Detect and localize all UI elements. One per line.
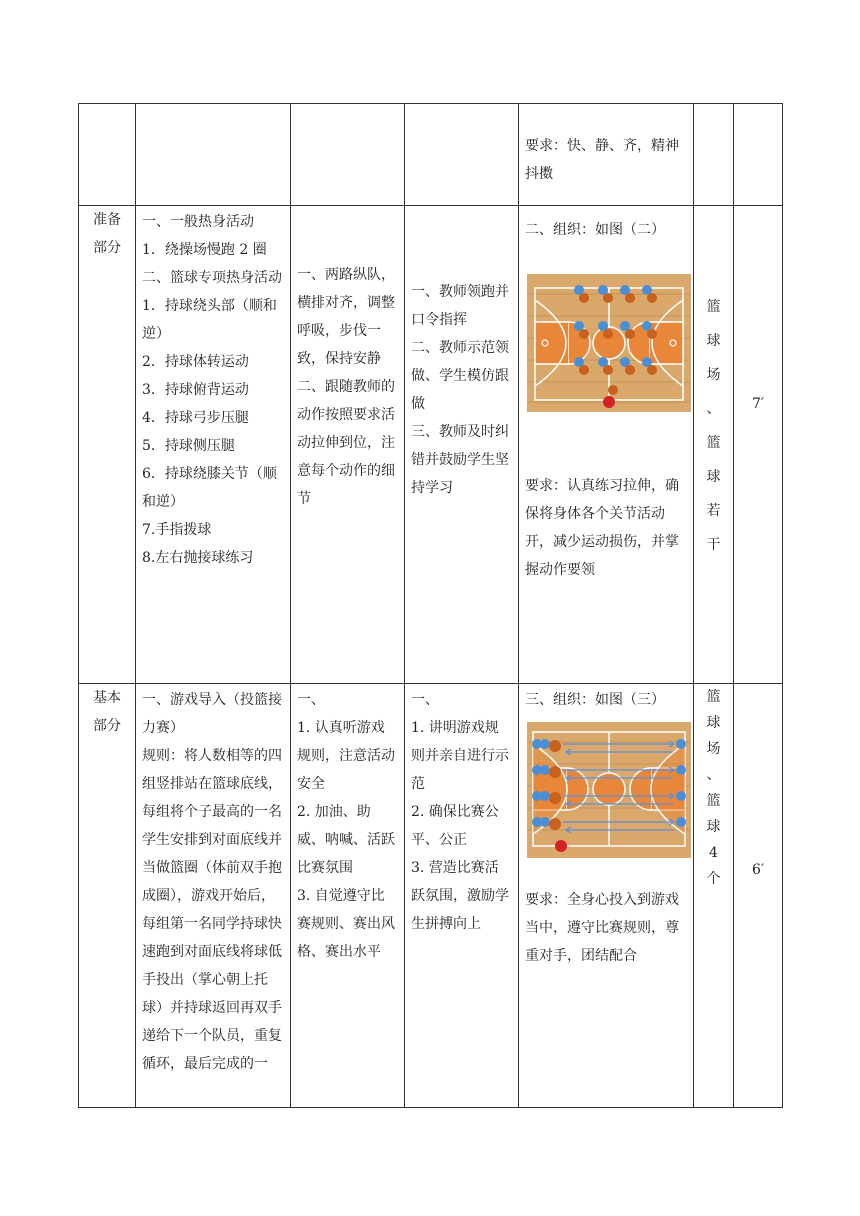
equipment-cell: 篮 球 场 、 篮 球 4 个 bbox=[694, 684, 734, 1108]
content-line: 4．持球弓步压腿 bbox=[142, 410, 249, 426]
requirement-text: 要求：认真练习拉伸，确保将身体各个关节活动开，减少运动损伤，并掌握动作要领 bbox=[525, 478, 679, 578]
content-line: 5．持球侧压腿 bbox=[142, 438, 235, 454]
organization-cell bbox=[519, 104, 694, 206]
teacher-cell bbox=[405, 104, 519, 206]
content-line: 一、一般热身活动 bbox=[142, 214, 254, 230]
lesson-plan-table bbox=[78, 103, 783, 1108]
teacher-line: 二、教师示范领做、学生模仿跟做 bbox=[411, 340, 509, 412]
student-line: 一、 bbox=[297, 692, 325, 708]
content-line: 7.手指拨球 bbox=[142, 522, 212, 538]
content-line: 8.左右抛接球练习 bbox=[142, 550, 254, 566]
teacher-line: 一、教师领跑并口令指挥 bbox=[411, 284, 509, 328]
student-line: 1. 认真听游戏规则，注意活动安全 bbox=[297, 720, 395, 792]
requirement-text: 要求：快、静、齐，精神抖擞 bbox=[525, 138, 679, 182]
student-line: 2. 加油、助威、呐喊、活跃比赛氛围 bbox=[297, 804, 395, 876]
content-line: 规则：将人数相等的四组竖排站在篮球底线，每组将个子最高的一名学生安排到对面底线并当做篮圈（体前双手抱成圈），游戏开始后，每组第一名同学持球快速跑到对面底线将球低手投出（掌心朝上托球）并持球返回再双手递给下一个队员，重复循环，最后完成的一 bbox=[142, 748, 282, 1072]
equipment-cell: 篮 球 场 、 篮 球 若 干 bbox=[694, 206, 734, 684]
content-line: 1．持球绕头部（顺和逆） bbox=[142, 298, 277, 342]
content-line: 一、游戏导入（投篮接力赛） bbox=[142, 692, 282, 736]
table-row bbox=[79, 104, 783, 206]
student-cell bbox=[291, 684, 405, 1108]
content-cell bbox=[136, 206, 291, 684]
part-cell bbox=[79, 104, 136, 206]
requirement-text: 要求：全身心投入到游戏当中，遵守比赛规则，尊重对手，团结配合 bbox=[525, 892, 679, 964]
teacher-line: 三、教师及时纠错并鼓励学生坚持学习 bbox=[411, 424, 509, 496]
content-cell bbox=[136, 684, 291, 1108]
time-cell: 7′ bbox=[734, 206, 783, 684]
court-diagram-two bbox=[527, 274, 691, 412]
teacher-cell bbox=[405, 206, 519, 684]
teacher-cell bbox=[405, 684, 519, 1108]
part-cell: 基本 部分 bbox=[79, 684, 136, 1108]
table-row bbox=[79, 684, 783, 1108]
table-row bbox=[79, 206, 783, 684]
content-cell bbox=[136, 104, 291, 206]
content-line: 二、篮球专项热身活动 bbox=[142, 270, 282, 286]
organization-cell bbox=[519, 684, 694, 1108]
teacher-line: 2. 确保比赛公平、公正 bbox=[411, 804, 499, 848]
part-cell: 准备 部分 bbox=[79, 206, 136, 684]
student-cell bbox=[291, 206, 405, 684]
equipment-cell bbox=[694, 104, 734, 206]
organization-cell bbox=[519, 206, 694, 684]
organization-title: 三、组织：如图（三） bbox=[525, 692, 665, 708]
teacher-line: 一、 bbox=[411, 692, 439, 708]
content-line: 1．绕操场慢跑 2 圈 bbox=[142, 242, 267, 258]
court-diagram-three bbox=[527, 722, 691, 858]
student-line: 3. 自觉遵守比赛规则、赛出风格、赛出水平 bbox=[297, 888, 395, 960]
student-line: 二、跟随教师的动作按照要求活动拉伸到位，注意每个动作的细节 bbox=[297, 379, 395, 507]
teacher-line: 1. 讲明游戏规则并亲自进行示范 bbox=[411, 720, 509, 792]
student-cell bbox=[291, 104, 405, 206]
organization-title: 二、组织：如图（二） bbox=[525, 222, 665, 238]
student-line: 一、两路纵队，横排对齐，调整呼吸，步伐一致，保持安静 bbox=[297, 267, 395, 367]
content-line: 6．持球绕膝关节（顺和逆） bbox=[142, 466, 277, 510]
teacher-line: 3. 营造比赛活跃氛围，激励学生拼搏向上 bbox=[411, 860, 509, 932]
time-cell: 6′ bbox=[734, 684, 783, 1108]
time-cell bbox=[734, 104, 783, 206]
content-line: 2．持球体转运动 bbox=[142, 354, 249, 370]
content-line: 3．持球俯背运动 bbox=[142, 382, 249, 398]
